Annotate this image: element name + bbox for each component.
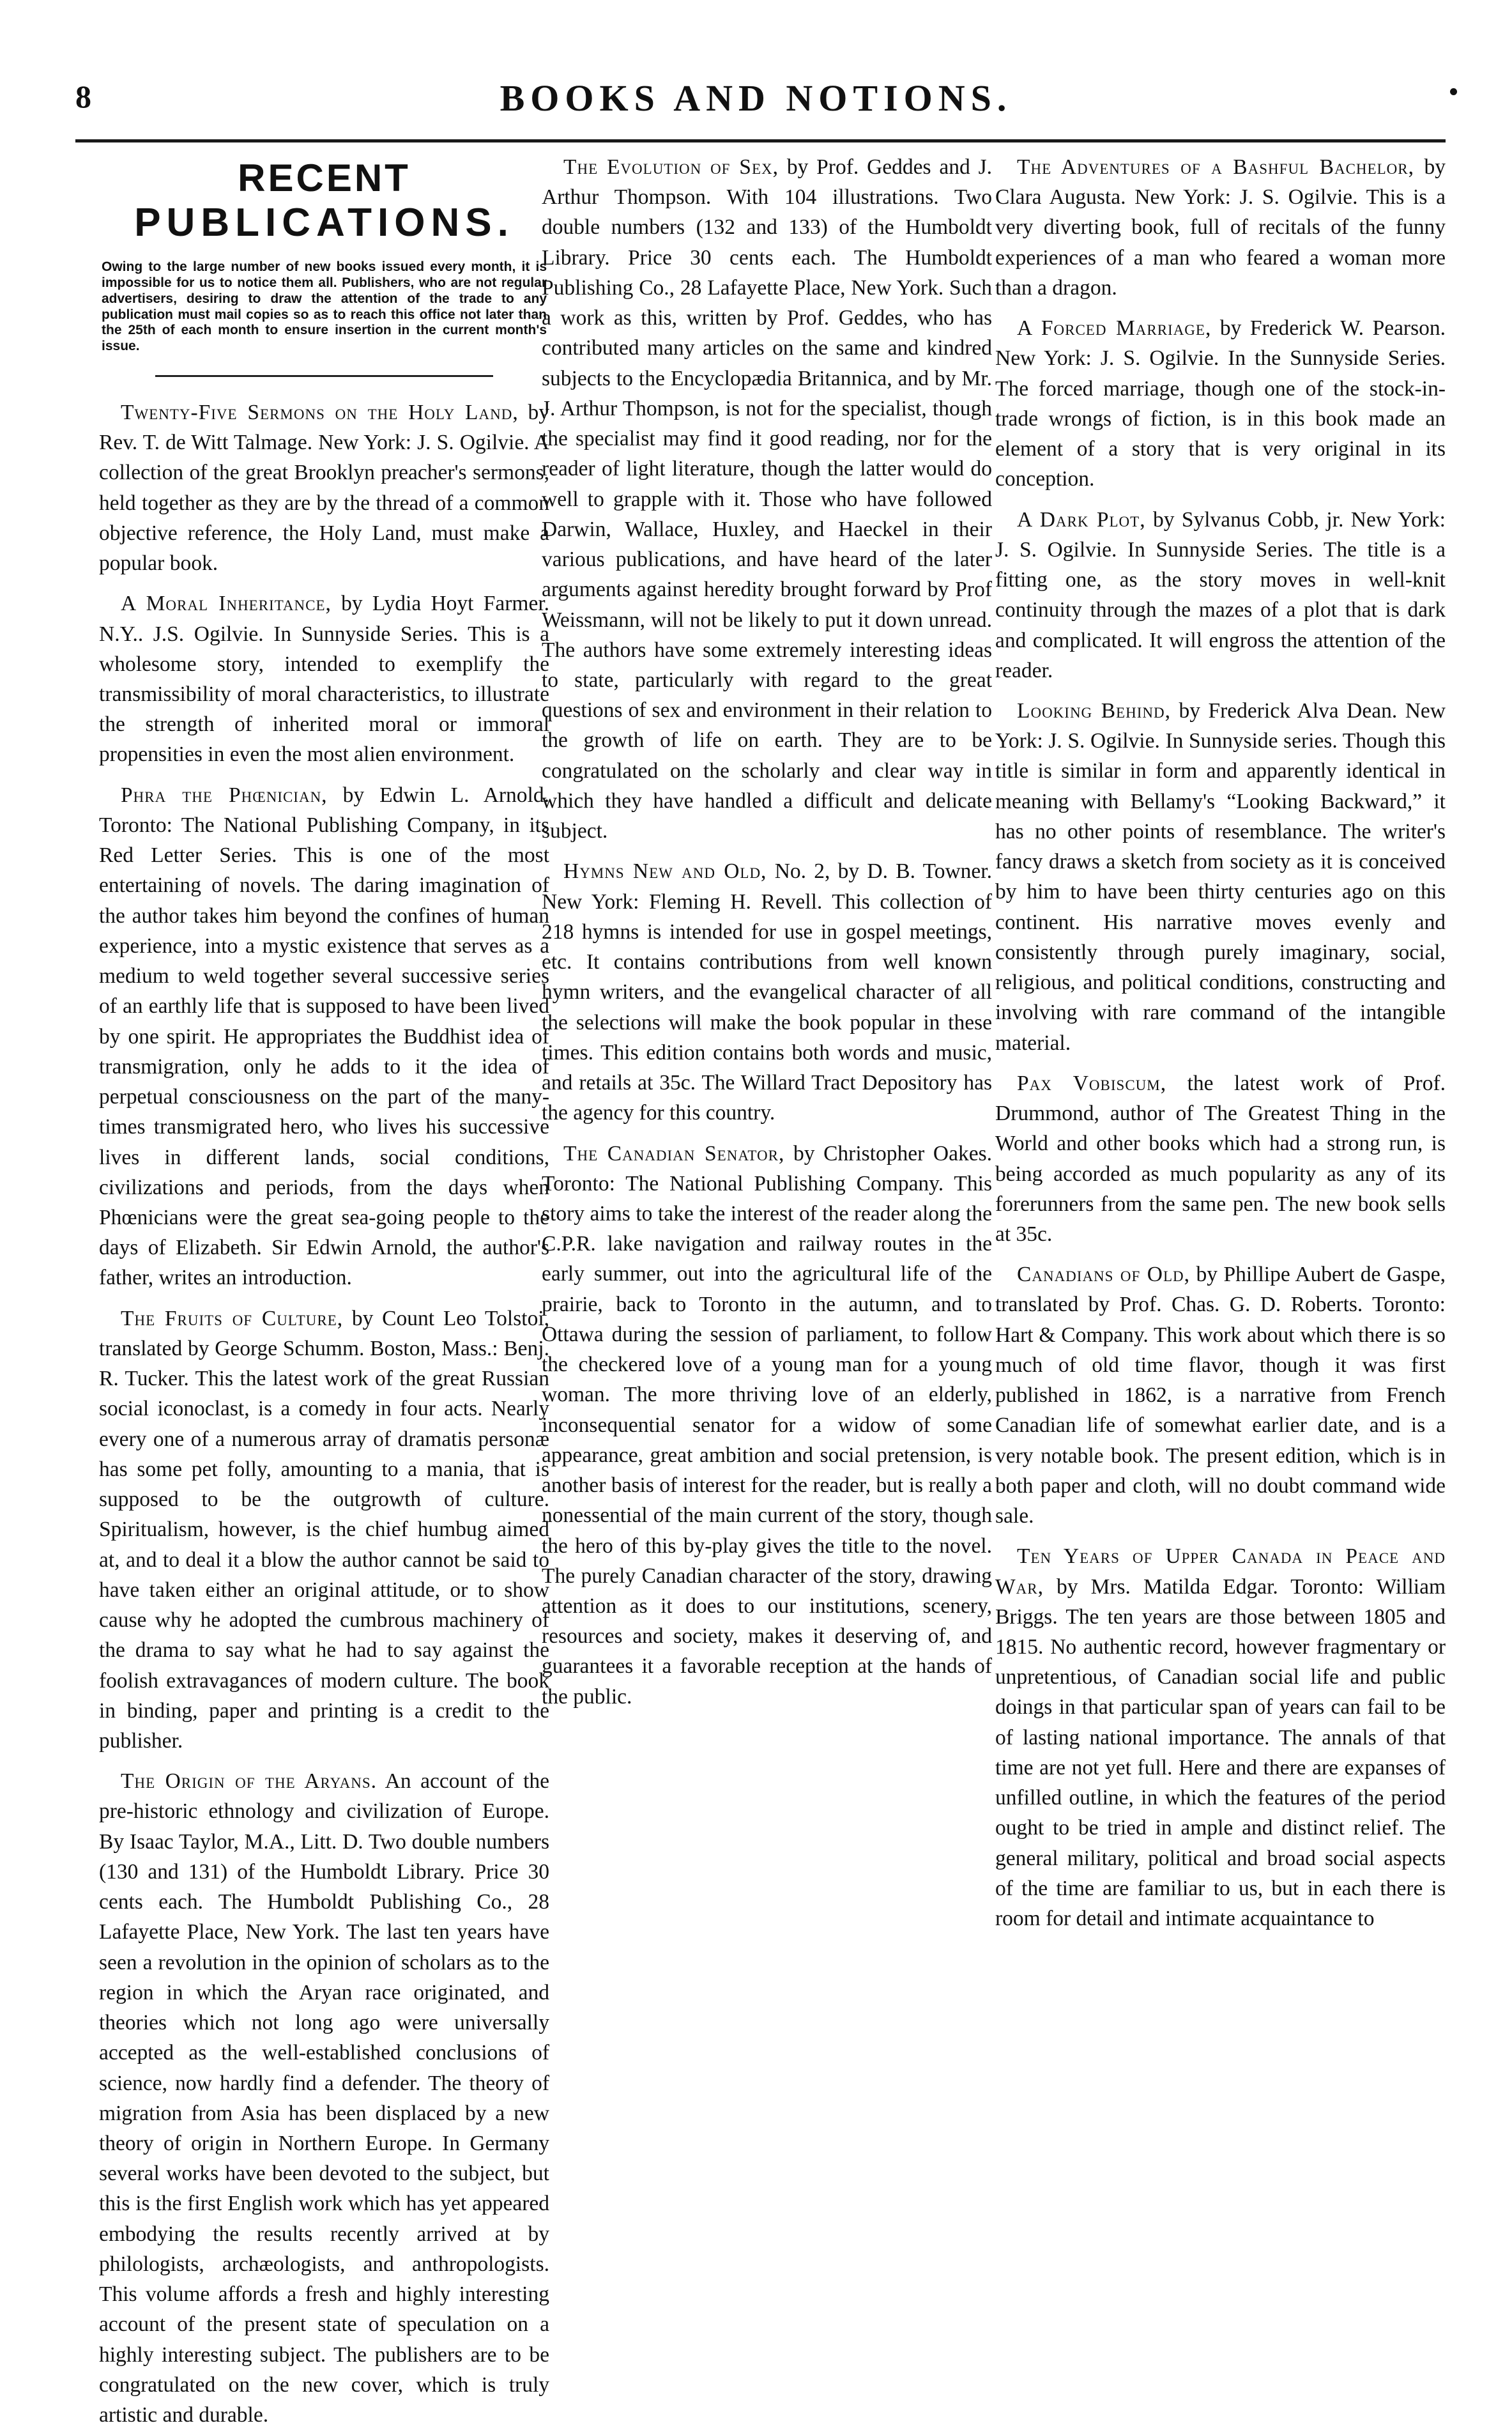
section-heading [99,156,549,245]
review-title: Looking Behind, [1017,698,1171,723]
review-body: the latest work of Prof. Drummond, author of The Greatest Thing in the World and other books which had a strong run, is being accorded as much popularity as any of its forerunners from the same pen. The new book sells at 35c. [995,1071,1446,1246]
column-2 [542,152,992,2075]
review-twenty-five-sermons [99,397,549,578]
review-evolution-of-sex [542,152,992,846]
page-number: 8 [75,79,91,114]
review-body: by Sylvanus Cobb, jr. New York: J. S. Ogilvie. In Sunnyside Series. The title is a fitting one, as the story moves in well-knit continuity through the mazes of a plot that is dark and complicated. It will engross the attention of the reader. [995,507,1446,682]
review-body: An account of the pre-historic ethnology and civilization of Europe. By Isaac Taylor, M.A., Litt. D. Two double numbers (130 and 131) of the Humboldt Library. Price 30 cents each. The Humboldt Publishing Co., 28 Lafayette Place, New York. The last ten years have seen a revolution in the opinion of scholars as to the region in which the Aryan race originated, and theories which not long ago were universally accepted as the well-established conclusions of science, now hardly find a defender. The theory of migration from Asia has been displaced by a new theory of origin in Northern Europe. In Germany several works have been devoted to the subject, but this is the first English work which has yet appeared embodying the results recently arrived at by philologists, archæologists, and anthropologists. This volume affords a fresh and highly interesting account of the present state of speculation on a highly interesting subject. The publishers are to be congratulated on the new cover, which is truly artistic and durable. [99,1769,550,2427]
review-title: The Fruits of Culture, [121,1306,344,1330]
section-heading-line-2: PUBLICATIONS. [134,201,514,245]
review-moral-inheritance [99,588,549,769]
review-title: The Evolution of Sex, [563,155,779,179]
review-body: by Phillipe Aubert de Gaspe, translated by Prof. Chas. G. D. Roberts. Toronto: Hart & Company. This work about which there is so much of old time flavor, though it was first published in 1862, is a narrative from French Canadian life of somewhat earlier date, and is a very notable book. The present edition, which is in both paper and cloth, will no doubt command wide sale. [995,1263,1446,1528]
review-canadians-of-old [995,1259,1446,1531]
review-body: by Frederick Alva Dean. New York: J. S. Ogilvie. In Sunnyside series. Though this title is similar in form and apparently identical in meaning with Bellamy's “Looking Backward,” it has no other points of resemblance. The writer's fancy draws a sketch from society as it is conceived by him to have been thirty centuries ago on this continent. His narrative moves evenly and consistently through purely imaginary, social, religious, and political conditions, constructing and involving with rare command of the intangible material. [995,698,1446,1055]
review-title: The Adventures of a Bashful Bachelor, [1017,155,1414,179]
review-body: by Frederick W. Pearson. New York: J. S. Ogilvie. In the Sunnyside Series. The forced marriage, though one of the stock-in-trade wrongs of fiction, is in this book made an element of a story that is very original in its conception. [995,316,1446,491]
review-body: by Lydia Hoyt Farmer. N.Y.. J.S. Ogilvie. In Sunnyside Series. This is a wholesome story, intended to exemplify the transmissibility of moral characteristics, to illustrate the strength of inherited moral or immoral propensities in even the most alien environment. [99,592,549,767]
review-title: Pax Vobiscum, [1017,1071,1167,1095]
review-title: A Forced Marriage, [1017,316,1212,341]
review-title: A Dark Plot, [1017,507,1146,532]
review-title: Phra the Phœnician, [121,783,328,807]
review-hymns-new-and-old [542,856,992,1128]
header-rule [75,139,1446,142]
review-title: The Canadian Senator, [563,1141,785,1165]
review-title: Twenty-Five Sermons on the Holy Land, [121,400,519,424]
review-looking-behind [995,696,1446,1058]
column-3 [995,152,1446,2075]
review-body: by Mrs. Matilda Edgar. Toronto: William Briggs. The ten years are those between 1805 and 1815. No authentic record, however fragmentary or unpretentious, of Canadian social life and public doings in that particular span of years can fail to be of lasting national importance. The annals of that time are not yet full. Here and there are expanses of unfilled outline, in which the features of the period ought to be tried in ample and distinct relief. The general military, political and broad social aspects of the time are familiar to us, but in each there is room for detail and intimate acquaintance to [995,1574,1446,1931]
review-phra-the-phoenician [99,780,549,1293]
review-body: by Prof. Geddes and J. Arthur Thompson. With 104 illustrations. Two double numbers (132 and 133) of the Humboldt Library. Price 30 cents each. The Humboldt Publishing Co., 28 Lafayette Place, New York. Such a work as this, written by Prof. Geddes, who has contributed many articles on the same and kindred subjects to the Encyclopædia Britannica, and by Mr. J. Arthur Thompson, is not for the specialist, though the specialist may find it good reading, nor for the reader of light literature, though the latter would do well to grapple with it. Those who have followed Darwin, Wallace, Huxley, and Haeckel in their various publications, and have heard of the later arguments against heredity brought forward by Prof Weissmann, will not be likely to put it down unread. The authors have some extremely interesting ideas to state, particularly with regard to the great questions of sex and environment in their relation to the growth of life on earth. They are to be congratulated on the scholarly and clear way in which they have handled a difficult and delicate subject. [542,155,992,843]
publisher-notice: Owing to the large number of new books issued every month, it is impossible for us to notice them all. Publishers, who are not regular advertisers, desiring to draw the attention of the trade to any publication must mail copies so as to reach this office not later than the 25th of each month to ensure insertion in the current month's issue. [102,259,547,354]
review-fruits-of-culture [99,1303,549,1757]
review-body: by Count Leo Tolstoi, translated by George Schumm. Boston, Mass.: Benj. R. Tucker. This the latest work of the great Russian social iconoclast, is a comedy in four acts. Nearly every one of a numerous array of dramatis personæ has some pet folly, amounting to a mania, that is supposed to be the outgrowth of culture. Spiritualism, however, is the chief humbug aimed at, and to deal it a blow the author cannot be said to have taken either an original attitude, or to show cause why he adopted the cumbrous machinery of the drama to say what he had to say against the foolish extravagances of modern culture. The book in binding, paper and printing is a credit to the publisher. [99,1306,549,1753]
review-origin-of-the-aryans [99,1766,549,2430]
review-body: by Clara Augusta. New York: J. S. Ogilvie. This is a very diverting book, full of recitals of the funny experiences of a man who feared a woman more than a dragon. [995,155,1446,300]
review-bashful-bachelor [995,152,1446,303]
review-canadian-senator [542,1139,992,1712]
review-title: A Moral Inheritance, [121,592,332,616]
review-body: by Edwin L. Arnold. Toronto: The National Publishing Company, in its Red Letter Series. This is one of the most entertaining of novels. The daring imagination of the author takes him beyond the confines of human experience, into a mystic existence that serves as a medium to weld together several successive series of an earthly life that is supposed to have been lived by one spirit. He appropriates the Buddhist idea of transmigration, only he adds to it the idea of perpetual consciousness on the part of the many-times transmigrated hero, who lives his successive lives in different lands, social conditions, civilizations and periods, from the days when Phœnicians were the great sea-going people to the days of Elizabeth. Sir Edwin Arnold, the author's father, writes an introduction. [99,783,549,1290]
review-ten-years-of-upper-canada [995,1541,1446,1934]
review-body: by Christopher Oakes. Toronto: The National Publishing Company. This story aims to take the interest of the reader along the C.P.R. lake navigation and railway routes in the early summer, out into the agricultural life of the prairie, back to Toronto in the autumn, and to Ottawa during the session of parliament, to follow the checkered love of a young man for a young woman. The more thriving love of an elderly, inconsequential senator for a widow of some appearance, great ambition and social pretension, is another basis of interest for the reader, but is really a nonessential of the main current of the story, though the hero of this by-play gives the title to the novel. The purely Canadian character of the story, drawing attention as it does to our institutions, scenery, resources and society, makes it deserving of, and guarantees it a favorable reception at the hands of the public. [542,1141,992,1709]
review-forced-marriage [995,313,1446,494]
review-pax-vobiscum [995,1068,1446,1249]
review-title: Canadians of Old, [1017,1263,1191,1287]
review-dark-plot [995,505,1446,686]
review-title: Ten Years of Upper Canada in Peace and War, [995,1544,1446,1599]
ink-speck [1450,88,1457,95]
review-body: No. 2, by D. B. Towner. New York: Fleming H. Revell. This collection of 218 hymns is intended for use in gospel meetings, etc. It contains contributions from well known hymn writers, and the evangelical character of all the selections will make the book popular in these times. This edition contains both words and music, and retails at 35c. The Willard Tract Depository has the agency for this country. [542,859,992,1125]
page-header [0,0,1512,153]
magazine-title: BOOKS AND NOTIONS. [500,77,1012,119]
review-body: by Rev. T. de Witt Talmage. New York: J. S. Ogilvie. A collection of the great Brooklyn preacher's sermons, held together as they are by the thread of a common objective reference, the Holy Land, must make a popular book. [99,400,549,576]
section-heading-line-1: RECENT [238,157,411,199]
review-title: The Origin of the Aryans. [121,1769,378,1794]
section-divider [155,375,493,377]
review-title: Hymns New and Old, [563,859,767,884]
column-1 [99,152,550,2427]
